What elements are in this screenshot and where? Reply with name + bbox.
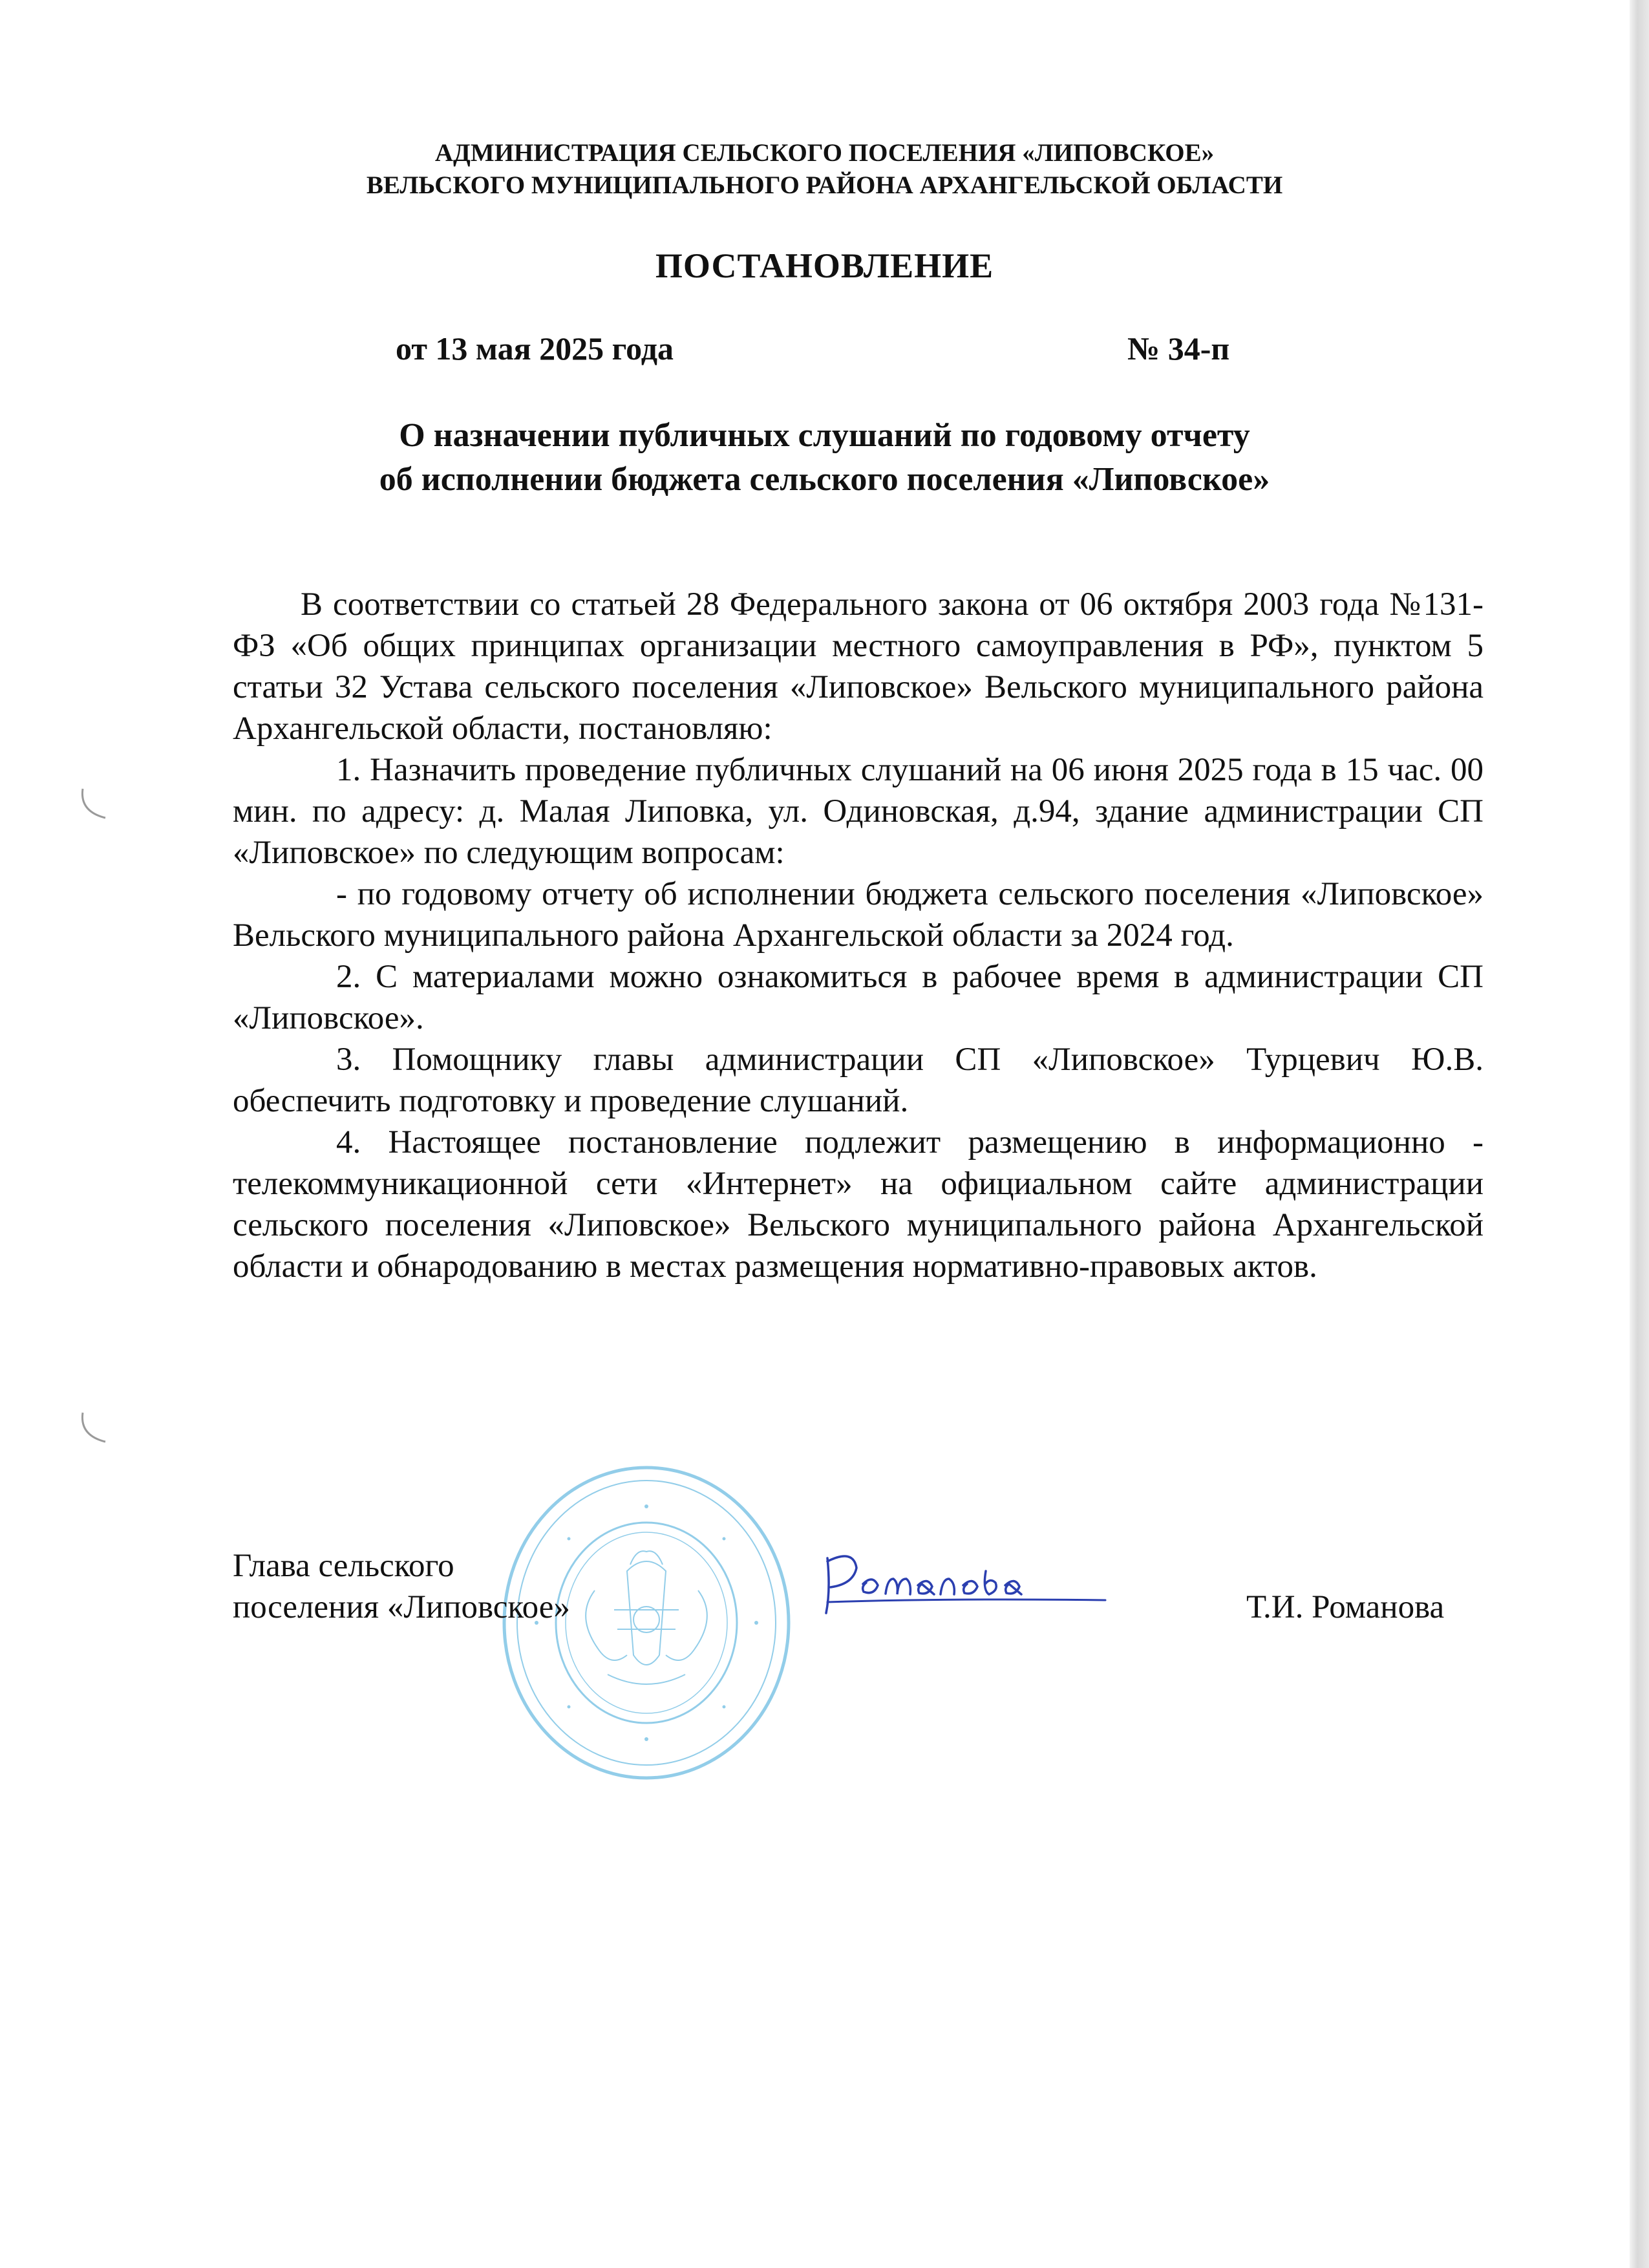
clause-3: 3. Помощнику главы администрации СП «Липовское» Турцевич Ю.В. обеспечить подготовку и проведение слушаний. xyxy=(233,1042,1484,1119)
clause-4: 4. Настоящее постановление подлежит размещению в информационно - телекоммуникационной сети «Интернет» на официальном сайте администрации сельского поселения «Липовское» Вельского муниципального района Архангельской области и обнародованию в местах размещения нормативно-правовых актов. xyxy=(233,1124,1484,1285)
document-type-title: ПОСТАНОВЛЕНИЕ xyxy=(655,246,994,285)
clause-1: 1. Назначить проведение публичных слушаний на 06 июня 2025 года в 15 час. 00 мин. по адресу: д. Малая Липовка, ул. Одиновская, д.94, здание администрации СП «Липовское» по следующим вопросам: xyxy=(233,752,1484,871)
subject-line-2: об исполнении бюджета сельского поселения «Липовское» xyxy=(379,461,1270,498)
issuer-line-1: АДМИНИСТРАЦИЯ СЕЛЬСКОГО ПОСЕЛЕНИЯ «ЛИПОВСКОЕ» xyxy=(434,139,1215,167)
clause-2: 2. С материалами можно ознакомиться в рабочее время в администрации СП «Липовское». xyxy=(233,959,1484,1036)
punch-hole-mark xyxy=(76,786,115,824)
signatory-name: Т.И. Романова xyxy=(1246,1589,1445,1625)
scan-edge xyxy=(1630,0,1649,2268)
subject-line-1: О назначении публичных слушаний по годовому отчету xyxy=(399,417,1250,454)
preamble-paragraph: В соответствии со статьей 28 Федерального закона от 06 октября 2003 года №131- ФЗ «Об общих принципах организации местного самоуправления в РФ», пунктом 5 статьи 32 Устава сельского поселения «Липовское» Вельского муниципального района Архангельской области, постановляю: xyxy=(233,586,1484,747)
punch-hole-mark xyxy=(76,1409,115,1448)
issuer-line-2: ВЕЛЬСКОГО МУНИЦИПАЛЬНОГО РАЙОНА АРХАНГЕЛЬСКОЙ ОБЛАСТИ xyxy=(366,171,1283,199)
handwritten-signature xyxy=(802,1539,1112,1629)
signatory-title-line-2: поселения «Липовское» xyxy=(233,1589,570,1625)
issuer-header xyxy=(0,137,1649,202)
clause-1-item: - по годовому отчету об исполнении бюджета сельского поселения «Липовское» Вельского муниципального района Архангельской области за 2024 год. xyxy=(233,876,1484,954)
signatory-title xyxy=(233,1545,570,1628)
document-body xyxy=(233,584,1484,1287)
signatory-title-line-1: Глава сельского xyxy=(233,1548,454,1584)
document-date: от 13 мая 2025 года xyxy=(396,330,674,367)
document-number: № 34-п xyxy=(1127,330,1230,367)
document-subject xyxy=(0,414,1649,502)
